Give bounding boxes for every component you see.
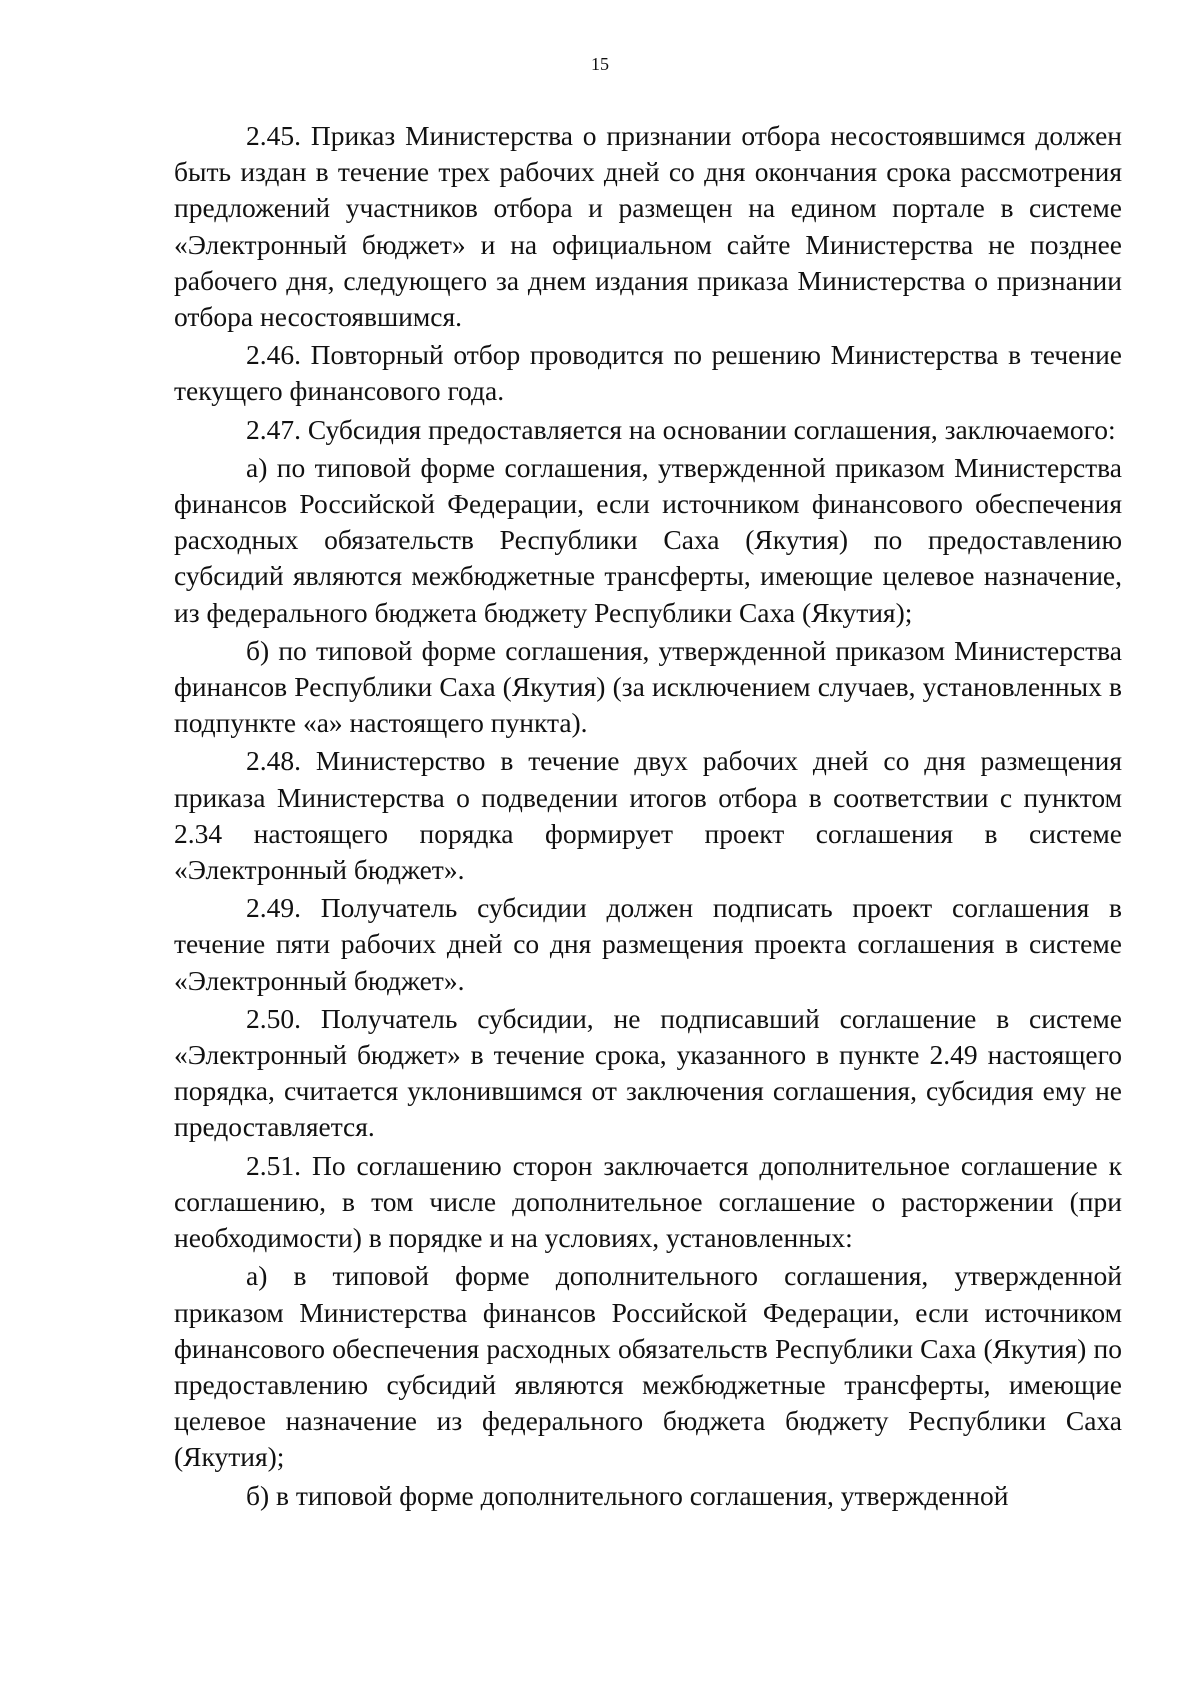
paragraph-2-51: 2.51. По соглашению сторон заключается дополнительное соглашение к соглашению, в том числе дополнительное соглашение о расторжении (при необходимости) в порядке и на условиях, установленных:: [174, 1149, 1122, 1254]
paragraph-2-50: 2.50. Получатель субсидии, не подписавший соглашение в системе «Электронный бюджет» в течение срока, указанного в пункте 2.49 настоящего порядка, считается уклонившимся от заключения соглашения, субсидия ему не предоставляется.: [174, 1002, 1122, 1143]
paragraph-2-51-a: а) в типовой форме дополнительного соглашения, утвержденной приказом Министерства финансов Российской Федерации, если источником финансового обеспечения расходных обязательств Республики Саха (Якутия) по предоставлению субсидий являются межбюджетные трансферты, имеющие целевое назначение из федерального бюджета бюджету Республики Саха (Якутия);: [174, 1260, 1122, 1473]
paragraph-2-47-a: а) по типовой форме соглашения, утвержденной приказом Министерства финансов Российской Федерации, если источником финансового обеспечения расходных обязательств Республики Саха (Якутия) по предоставлению субсидий являются межбюджетные трансферты, имеющие целевое назначение, из федерального бюджета бюджету Республики Саха (Якутия);: [174, 451, 1122, 628]
paragraph-2-48: 2.48. Министерство в течение двух рабочих дней со дня размещения приказа Министерства о подведении итогов отбора в соответствии с пунктом 2.34 настоящего порядка формирует проект соглашения в системе «Электронный бюджет».: [174, 745, 1122, 886]
paragraph-2-47-b: б) по типовой форме соглашения, утвержденной приказом Министерства финансов Республики Саха (Якутия) (за исключением случаев, установленных в подпункте «а» настоящего пункта).: [174, 634, 1122, 739]
document-body: [174, 118, 1122, 1516]
paragraph-2-47: 2.47. Субсидия предоставляется на основании соглашения, заключаемого:: [246, 413, 1116, 445]
paragraph-2-46: 2.46. Повторный отбор проводится по решению Министерства в течение текущего финансового года.: [174, 339, 1122, 407]
paragraph-2-45: 2.45. Приказ Министерства о признании отбора несостоявшимся должен быть издан в течение трех рабочих дней со дня окончания срока рассмотрения предложений участников отбора и размещен на едином портале в системе «Электронный бюджет» и на официальном сайте Министерства не позднее рабочего дня, следующего за днем издания приказа Министерства о признании отбора несостоявшимся.: [174, 120, 1122, 333]
paragraph-2-51-b: б) в типовой форме дополнительного соглашения, утвержденной: [246, 1479, 1009, 1511]
page-number: 15: [591, 54, 609, 74]
paragraph-2-49: 2.49. Получатель субсидии должен подписать проект соглашения в течение пяти рабочих дней со дня размещения проекта соглашения в системе «Электронный бюджет».: [174, 892, 1122, 996]
